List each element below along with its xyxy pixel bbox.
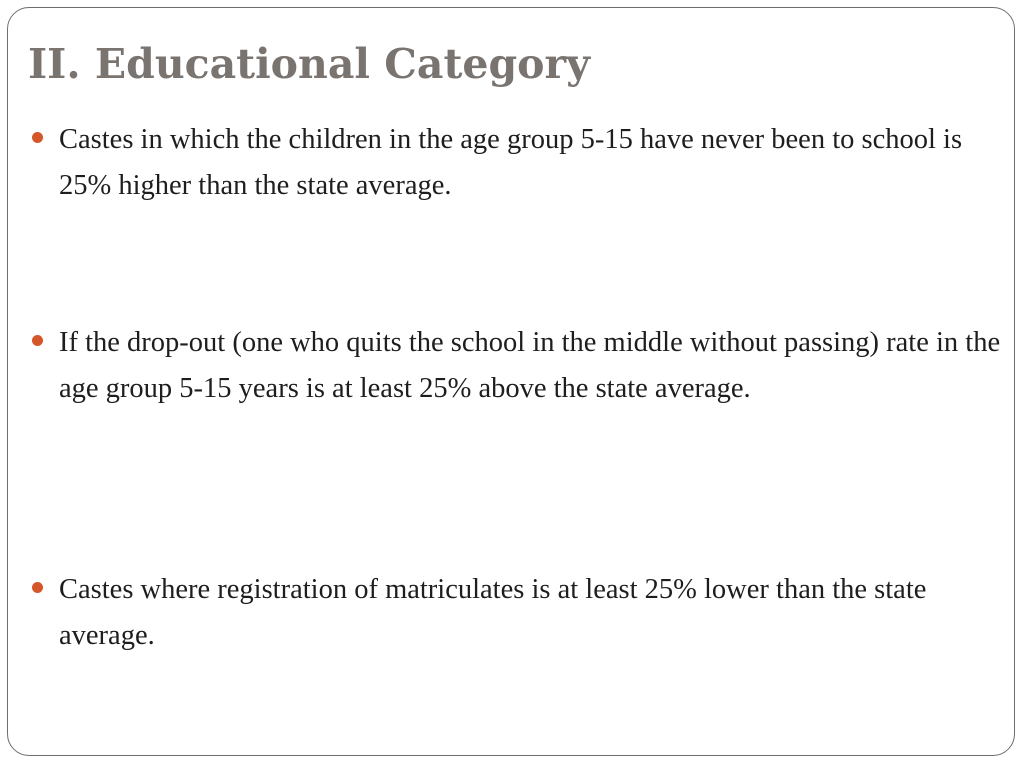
bullet-text: Castes where registration of matriculates is at least 25% lower than the state average. — [59, 574, 927, 651]
bullet-marker-icon — [32, 132, 43, 143]
bullet-marker-icon — [32, 582, 43, 593]
bullet-text: If the drop-out (one who quits the school in the middle without passing) rate in the age group 5-15 years is at least 25% above the state average. — [59, 327, 1001, 404]
bullet-marker-icon — [32, 335, 43, 346]
bullet-text: Castes in which the children in the age group 5-15 have never been to school is 25% higher than the state average. — [59, 124, 963, 201]
slide-title: II. Educational Category — [28, 40, 590, 88]
